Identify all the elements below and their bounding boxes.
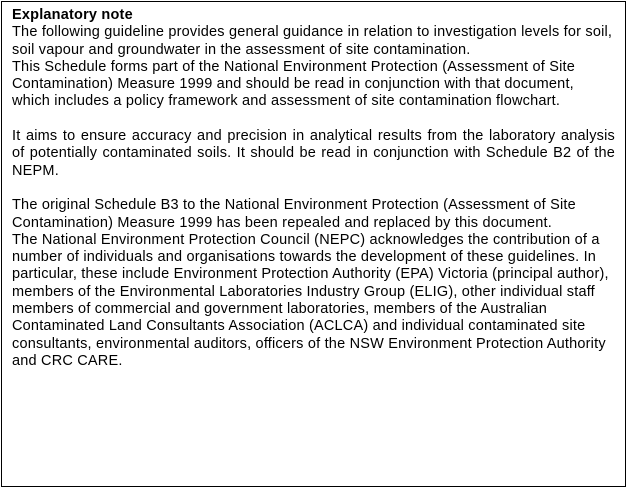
note-paragraph-guidance: The following guideline provides general guidance in relation to investigation levels for soil, soil vapour and groundwater in the assessment of site contamination.	[12, 24, 613, 58]
paragraph-spacer	[12, 180, 615, 197]
paragraph-spacer	[12, 111, 615, 128]
note-paragraph-acknowledgements: The National Environment Protection Council (NEPC) acknowledges the contribution of a number of individuals and organisations towards the development of these guidelines. In particular, these include Environment Protection Authority (EPA) Victoria (principal author), members of the Environmental Laboratories Industry Group (ELIG), other individual staff members of commercial and government laboratories, members of the Australian Contaminated Land Consultants Association (ACLCA) and individual contaminated site consultants, environmental auditors, officers of the NSW Environment Protection Authority and CRC CARE.	[12, 231, 609, 369]
note-paragraph-schedule: This Schedule forms part of the National Environment Protection (Assessment of Site Contamination) Measure 1999 and should be read in conjunction with that document, which includes a policy framework and assessment of site contamination flowchart.	[12, 58, 576, 110]
note-paragraph-repealed: The original Schedule B3 to the National Environment Protection (Assessment of Site Contamination) Measure 1999 has been repealed and replaced by this document.	[12, 197, 576, 231]
explanatory-note-box	[1, 1, 626, 487]
note-paragraph-aims: It aims to ensure accuracy and precision in analytical results from the laboratory analysis of potentially contaminated soils. It should be read in conjunction with Schedule B2 of the NEPM.	[12, 128, 615, 179]
note-title: Explanatory note	[12, 7, 133, 23]
